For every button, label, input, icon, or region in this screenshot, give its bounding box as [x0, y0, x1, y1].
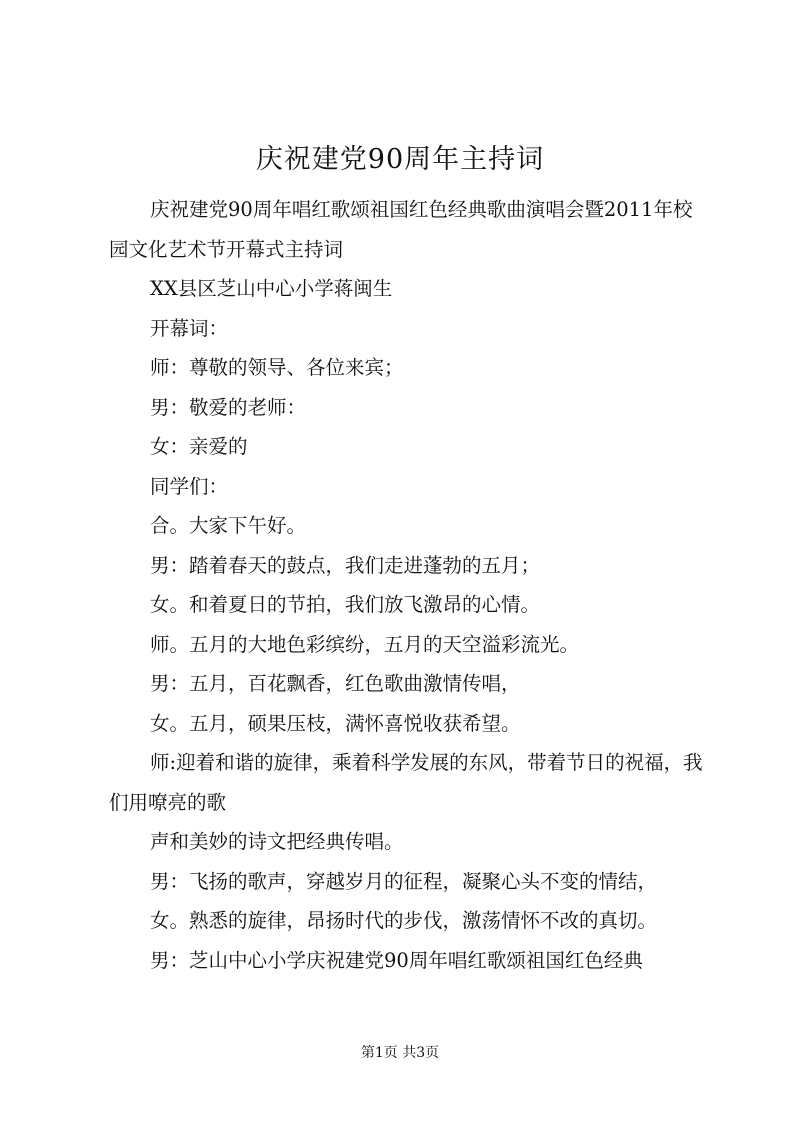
paragraph-6: 女：亲爱的 [150, 435, 248, 458]
paragraph-10: 女。和着夏日的节拍，我们放飞激昂的心情。 [150, 593, 541, 616]
paragraph-17: 女。熟悉的旋律，昂扬时代的步伐，激荡情怀不改的真切。 [150, 909, 658, 932]
paragraph-9: 男：踏着春天的鼓点，我们走进蓬勃的五月； [150, 553, 541, 577]
page-footer: 第1页 共3页 [360, 1045, 440, 1061]
paragraph-18: 男：芝山中心小学庆祝建党90周年唱红歌颂祖国红色经典 [150, 948, 643, 972]
paragraph-14: 师:迎着和谐的旋律，乘着科学发展的东风，带着节日的祝福，我们用嘹亮的歌 [109, 751, 703, 814]
paragraph-3: 开幕词： [150, 316, 229, 340]
paragraph-13: 女。五月，硕果压枝，满怀喜悦收获希望。 [150, 711, 521, 735]
paragraph-2: XX县区芝山中心小学蒋闽生 [150, 277, 393, 300]
document-title: 庆祝建党90周年主持词 [255, 144, 545, 175]
paragraph-16: 男：飞扬的歌声，穿越岁月的征程，凝聚心头不变的情结， [150, 869, 658, 893]
paragraph-5: 男：敬爱的老师： [150, 395, 307, 419]
paragraph-15: 声和美妙的诗文把经典传唱。 [150, 830, 404, 853]
paragraph-7: 同学们： [150, 474, 229, 498]
paragraph-4: 师：尊敬的领导、各位来宾； [150, 356, 404, 379]
paragraph-12: 男：五月，百花飘香，红色歌曲激情传唱， [150, 672, 521, 695]
paragraph-1: 庆祝建党90周年唱红歌颂祖国红色经典歌曲演唱会暨2011年校园文化艺术节开幕式主持词 [109, 198, 693, 261]
paragraph-8: 合。大家下午好。 [150, 514, 307, 537]
paragraph-11: 师。五月的大地色彩缤纷，五月的天空溢彩流光。 [150, 632, 580, 656]
document-body [109, 190, 709, 980]
